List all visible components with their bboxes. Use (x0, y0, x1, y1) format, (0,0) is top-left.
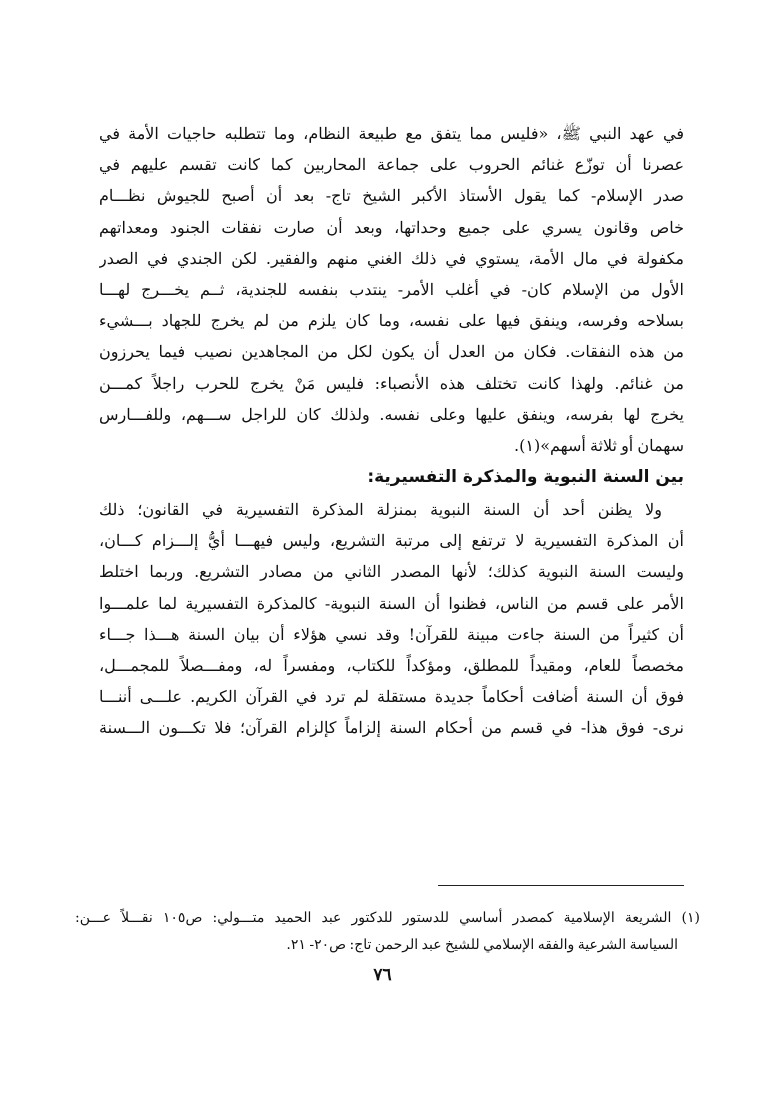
text-line: الأول من الإسلام كان- في أغلب الأمر- ينتدب بنفسه للجندية، ثــم يخـــرج لهـــا (99, 279, 684, 299)
section-heading: بين السنة النبوية والمذكرة التفسيرية: (367, 467, 684, 488)
text-line: مكفولة في مال الأمة، يستوي في ذلك الغني منهم والفقير. لكن الجندي في الصدر (99, 248, 684, 268)
text-line: بسلاحه وفرسه، وينفق فيها على نفسه، وما كان يلزم من لم يخرج للجهاد بـــشيء (99, 311, 684, 331)
text-line: أن كثيراً من السنة جاءت مبينة للقرآن! وقد نسي هؤلاء أن بيان السنة هـــذا جـــاء (99, 624, 684, 644)
text-line: ولا يظنن أحد أن السنة النبوية بمنزلة المذكرة التفسيرية في القانون؛ ذلك (99, 500, 662, 520)
page-number: ٧٦ (373, 965, 392, 985)
text-line: الأمر على قسم من الناس، فظنوا أن السنة النبوية- كالمذكرة التفسيرية لما علمـــوا (99, 593, 684, 613)
footnote-divider (438, 885, 684, 886)
text-line: خاص وقانون يسري على جميع وحداتها، وبعد أن صارت نفقات الجنود ومعداتهم (99, 217, 684, 237)
footnote-line: السياسة الشرعية والفقه الإسلامي للشيخ عبد الرحمن تاج: ص٢٠- ٢١. (286, 937, 678, 953)
text-line: أن المذكرة التفسيرية لا ترتفع إلى مرتبة التشريع، وليس فيهـــا أيُّ إلـــزام كـــان، (99, 531, 684, 551)
text-line: وليست السنة النبوية كذلك؛ لأنها المصدر الثاني من مصادر التشريع. وربما اختلط (99, 562, 684, 582)
text-line: في عهد النبي ﷺ، «فليس مما يتفق مع طبيعة النظام، وما تتطلبه حاجيات الأمة في (99, 124, 684, 143)
text-line: مخصصاً للعام، ومقيداً للمطلق، ومؤكداً للكتاب، ومفسراً له، ومفـــصلاً للمجمـــل، (99, 656, 684, 675)
text-line: سهمان أو ثلاثة أسهم»(١). (514, 435, 684, 455)
footnotes (75, 905, 700, 959)
text-line: نرى- فوق هذا- في قسم من أحكام السنة إلزاماً كإلزام القرآن؛ فلا تكـــون الـــسنة (99, 718, 684, 738)
text-line: صدر الإسلام- كما يقول الأستاذ الأكبر الشيخ تاج- بعد أن أصبح للجيوش نظـــام (99, 186, 684, 206)
footnote-line: (١) الشريعة الإسلامية كمصدر أساسي للدستور للدكتور عبد الحميد متـــولي: ص١٠٥ نقـــلاً عـــن: (75, 910, 700, 926)
text-line: من غنائم. ولهذا كانت تختلف هذه الأنصباء: فليس مَنْ يخرج للحرب راجلاً كمـــن (99, 373, 684, 393)
text-line: عصرنا أن توزّع غنائم الحروب على جماعة المحاربين كما كانت تقسم عليهم في (99, 155, 684, 175)
text-line: من هذه النفقات. فكان من العدل أن يكون لكل من المجاهدين نصيب فيما يحرزون (99, 342, 684, 362)
text-line: فوق أن السنة أضافت أحكاماً جديدة مستقلة لم ترد في القرآن الكريم. علـــى أننـــا (99, 687, 684, 707)
body-text (99, 118, 684, 744)
text-line: يخرج لها بفرسه، وينفق عليها وعلى نفسه. ولذلك كان للراجل ســـهم، وللفـــارس (99, 404, 684, 424)
